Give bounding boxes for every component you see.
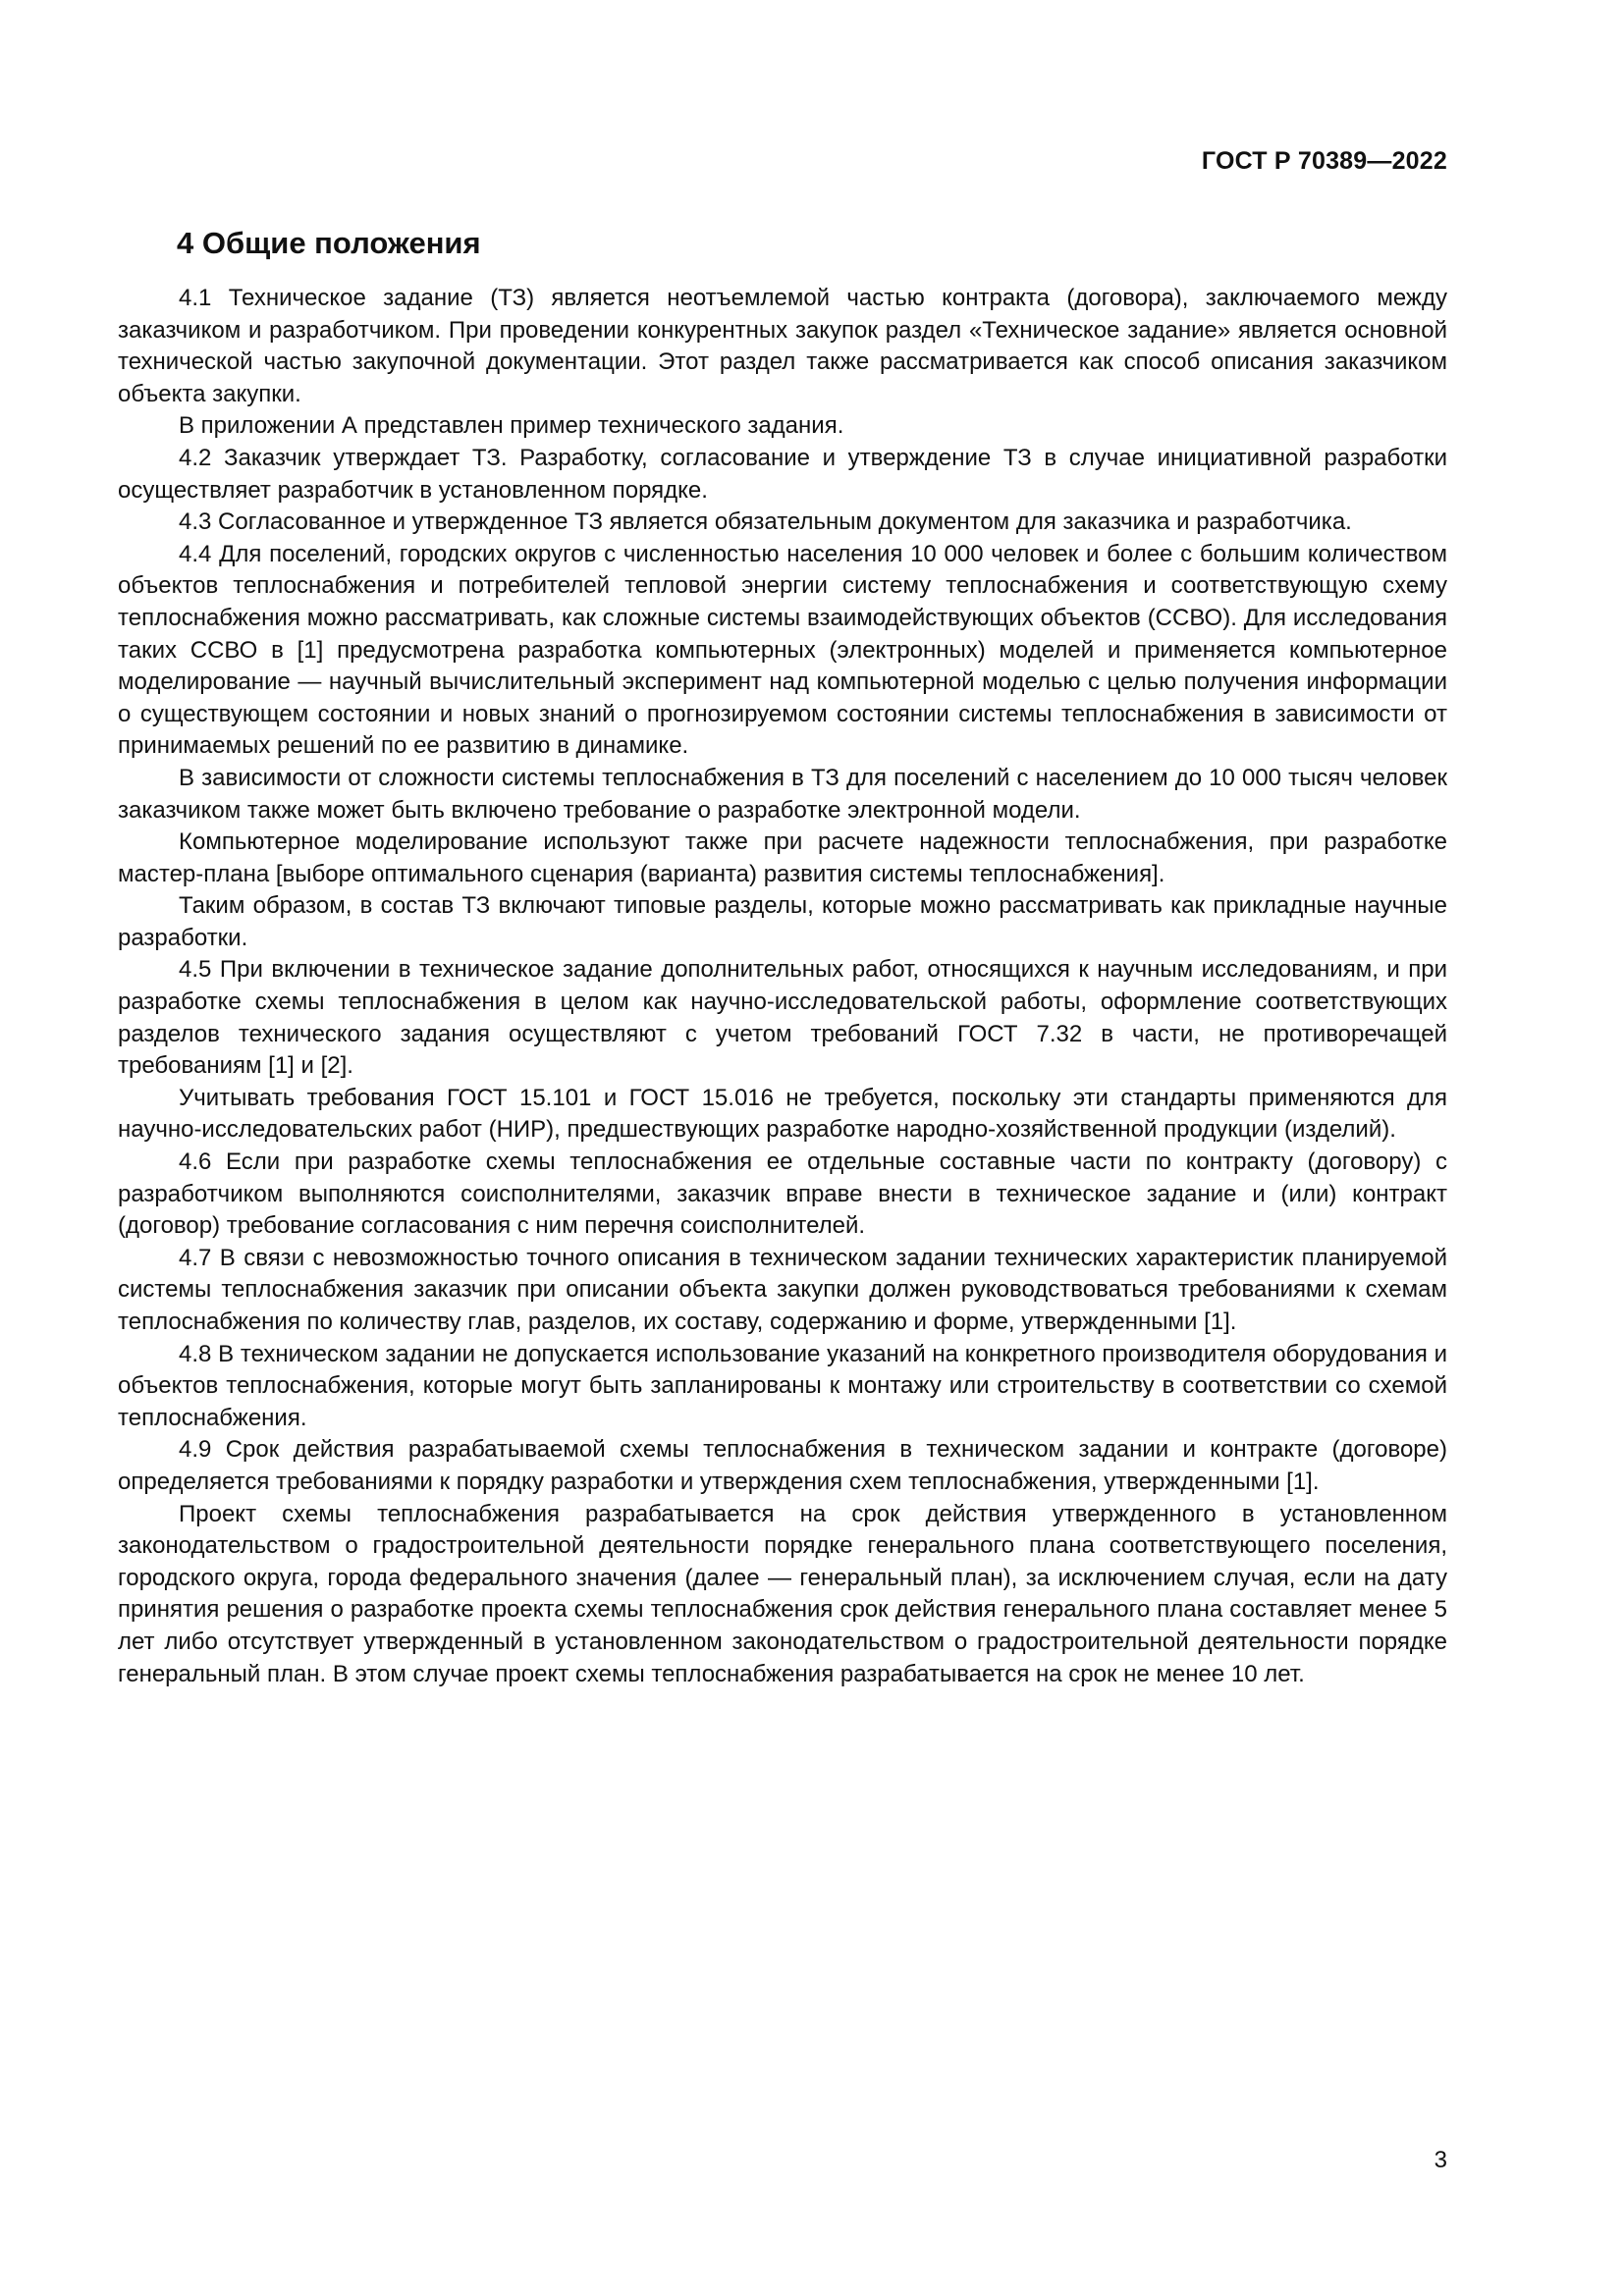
paragraph-4-4-conclusion: Таким образом, в состав ТЗ включают типовые разделы, которые можно рассматривать как прикладные научные разработки.: [118, 892, 1447, 951]
paragraph-4-4-modeling: Компьютерное моделирование используют также при расчете надежности теплоснабжения, при разработке мастер-плана [выборе оптимального сценария (варианта) развития системы теплоснабжения].: [118, 828, 1447, 887]
paragraph-4-4: 4.4 Для поселений, городских округов с численностью населения 10 000 человек и более с большим количеством объектов теплоснабжения и потребителей тепловой энергии систему теплоснабжения и соответствующую схему теплоснабжения можно рассматривать, как сложные системы взаимодействующих объектов (ССВО). Для исследования таких ССВО в [1] предусмотрена разработка компьютерных (электронных) моделей и применяется компьютерное моделирование — научный вычислительный эксперимент над компьютерной моделью с целью получения информации о существующем состоянии и новых знаний о прогнозируемом состоянии системы теплоснабжения в зависимости от принимаемых решений по ее развитию в динамике.: [118, 540, 1447, 760]
paragraph-4-3: 4.3 Согласованное и утвержденное ТЗ является обязательным документом для заказчика и разработчика.: [179, 508, 1352, 536]
paragraph-4-9-term: Проект схемы теплоснабжения разрабатывается на срок действия утвержденного в установленном законодательством о градостроительной деятельности порядке генерального плана соответствующего поселения, городского округа, города федерального значения (далее — генеральный план), за исключением случая, если на дату принятия решения о разработке проекта схемы теплоснабжения срок действия генерального плана составляет менее 5 лет либо отсутствует утвержденный в установленном законодательством о градостроительной деятельности порядке генеральный план. В этом случае проект схемы теплоснабжения разрабатывается на срок не менее 10 лет.: [118, 1500, 1447, 1687]
paragraph-4-7: 4.7 В связи с невозможностью точного описания в техническом задании технических характеристик планируемой системы теплоснабжения заказчик при описании объекта закупки должен руководствоваться требованиями к схемам теплоснабжения по количеству глав, разделов, их составу, содержанию и форме, утвержденными [1].: [118, 1244, 1447, 1335]
section-body: [118, 224, 1447, 1690]
paragraph-4-1: 4.1 Техническое задание (ТЗ) является неотъемлемой частью контракта (договора), заключаемого между заказчиком и разработчиком. При проведении конкурентных закупок раздел «Техническое задание» является основной технической частью закупочной документации. Этот раздел также рассматривается как способ описания заказчиком объекта закупки.: [118, 285, 1447, 407]
paragraph-4-2: 4.2 Заказчик утверждает ТЗ. Разработку, согласование и утверждение ТЗ в случае инициативной разработки осуществляет разработчик в установленном порядке.: [118, 444, 1447, 504]
paragraph-appendix-a: В приложении А представлен пример технического задания.: [179, 412, 844, 440]
paragraph-4-6: 4.6 Если при разработке схемы теплоснабжения ее отдельные составные части по контракту (договору) с разработчиком выполняются соисполнителями, заказчик вправе внести в техническое задание и (или) контракт (договор) требование согласования с ним перечня соисполнителей.: [118, 1148, 1447, 1240]
paragraph-4-8: 4.8 В техническом задании не допускается использование указаний на конкретного производителя оборудования и объектов теплоснабжения, которые могут быть запланированы к монтажу или строительству в соответствии со схемой теплоснабжения.: [118, 1340, 1447, 1431]
paragraph-4-5-gost: Учитывать требования ГОСТ 15.101 и ГОСТ 15.016 не требуется, поскольку эти стандарты применяются для научно-исследовательских работ (НИР), предшествующих разработке народно-хозяйственной продукции (изделий).: [118, 1084, 1447, 1144]
paragraph-4-9: 4.9 Срок действия разрабатываемой схемы теплоснабжения в техническом задании и контракте (договоре) определяется требованиями к порядку разработки и утверждения схем теплоснабжения, утвержденными [1].: [118, 1436, 1447, 1495]
standard-code: ГОСТ Р 70389—2022: [1201, 147, 1447, 175]
page-number: 3: [1434, 2147, 1447, 2173]
section-title: 4 Общие положения: [177, 226, 481, 260]
paragraph-4-4-population: В зависимости от сложности системы теплоснабжения в ТЗ для поселений с населением до 10 000 тысяч человек заказчиком также может быть включено требование о разработке электронной модели.: [118, 764, 1447, 824]
paragraph-4-5: 4.5 При включении в техническое задание дополнительных работ, относящихся к научным исследованиям, и при разработке схемы теплоснабжения в целом как научно-исследовательской работы, оформление соответствующих разделов технического задания осуществляют с учетом требований ГОСТ 7.32 в части, не противоречащей требованиям [1] и [2].: [118, 956, 1447, 1080]
